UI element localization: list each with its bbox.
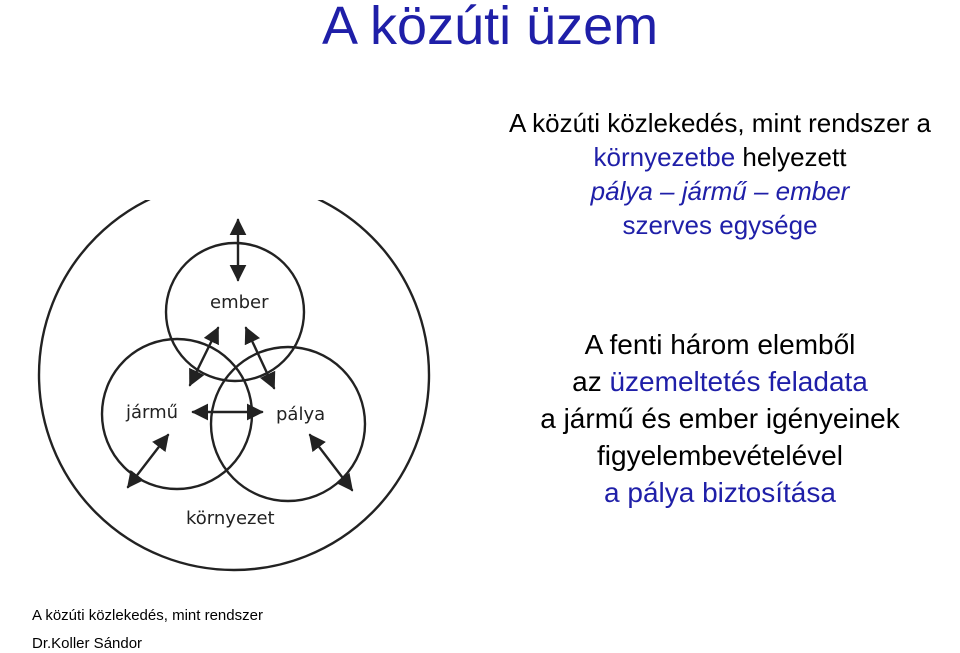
task-line-4: figyelembevételével (597, 440, 843, 471)
kornyezet-label: környezet (186, 508, 275, 529)
ember-label: ember (210, 292, 269, 313)
definition-line-1: A közúti közlekedés, mint rendszer a (509, 108, 931, 138)
definition-line-4: szerves egysége (622, 210, 818, 240)
page-title: A közúti üzem (322, 0, 659, 56)
task-line-2-prefix: az (572, 366, 610, 397)
task-line-2 (500, 363, 940, 400)
operation-task-term: üzemeltetés feladata (609, 366, 868, 397)
system-definition (480, 106, 960, 242)
task-line-3: a jármű és ember igényeinek (540, 403, 900, 434)
definition-line-2 (480, 140, 960, 174)
footer-author: Dr.Koller Sándor (32, 635, 143, 652)
task-line-5: a pálya biztosítása (604, 477, 836, 508)
footer-subject: A közúti közlekedés, mint rendszer (32, 607, 263, 624)
outer-arrow-left (128, 435, 168, 487)
task-line-1: A fenti három elemből (584, 329, 856, 360)
system-venn-diagram (0, 200, 480, 580)
definition-line-3: pálya – jármű – ember (590, 176, 850, 206)
outer-arrow-right (310, 435, 352, 490)
jarmu-label: jármű (126, 402, 179, 423)
placed-term: helyezett (735, 142, 847, 172)
palya-label: pálya (276, 404, 326, 425)
environment-term: környezetbe (593, 142, 736, 172)
operation-task (500, 326, 940, 511)
